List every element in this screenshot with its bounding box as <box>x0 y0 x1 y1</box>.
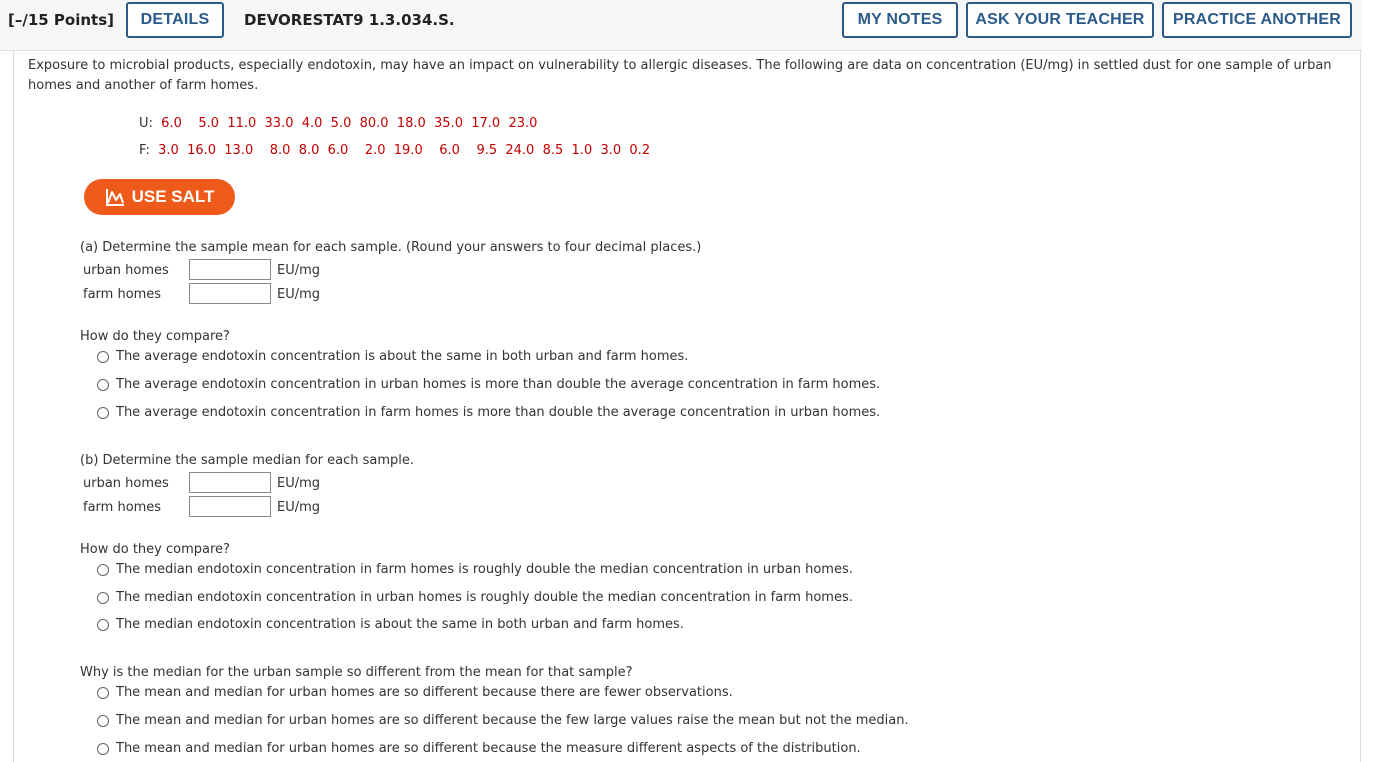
why-option-1[interactable] <box>97 685 733 700</box>
radio-button-icon[interactable] <box>97 715 109 727</box>
farm-data-values: 3.0 16.0 13.0 8.0 8.0 6.0 2.0 19.0 6.0 9.5 24.0 8.5 1.0 3.0 0.2 <box>158 143 651 158</box>
median-option-1[interactable] <box>97 562 853 577</box>
median-option-2[interactable] <box>97 590 853 605</box>
part-a-farm-label: farm homes <box>83 287 162 302</box>
my-notes-button[interactable]: MY NOTES <box>842 2 958 38</box>
ask-teacher-button[interactable]: ASK YOUR TEACHER <box>966 2 1154 38</box>
why-option-2-label: The mean and median for urban homes are so different because the few large values raise the mean but not the median. <box>116 713 909 728</box>
mean-option-1[interactable] <box>97 349 688 364</box>
part-b-question: (b) Determine the sample median for each sample. <box>80 453 415 468</box>
part-b-urban-unit: EU/mg <box>277 476 321 491</box>
why-option-1-label: The mean and median for urban homes are so different because there are fewer observations. <box>116 685 733 700</box>
part-b-compare-question: How do they compare? <box>80 542 230 557</box>
radio-button-icon[interactable] <box>97 743 109 755</box>
part-a-farm-unit: EU/mg <box>277 287 321 302</box>
part-a-urban-unit: EU/mg <box>277 263 321 278</box>
why-option-3-label: The mean and median for urban homes are so different because the measure different aspects of the distribution. <box>116 741 861 756</box>
radio-button-icon[interactable] <box>97 407 109 419</box>
radio-button-icon[interactable] <box>97 351 109 363</box>
why-option-3[interactable] <box>97 741 861 756</box>
urban-data-row <box>139 116 537 131</box>
part-b-farm-unit: EU/mg <box>277 500 321 515</box>
question-id: DEVORESTAT9 1.3.034.S. <box>244 11 455 29</box>
details-button[interactable]: DETAILS <box>126 2 224 38</box>
mean-option-2-label: The average endotoxin concentration in urban homes is more than double the average concentration in farm homes. <box>116 377 881 392</box>
radio-button-icon[interactable] <box>97 564 109 576</box>
farm-data-row <box>139 143 650 158</box>
mean-farm-input[interactable] <box>189 283 271 304</box>
farm-data-label: F: <box>139 143 150 158</box>
part-a-question: (a) Determine the sample mean for each sample. (Round your answers to four decimal places.) <box>80 240 702 255</box>
radio-button-icon[interactable] <box>97 687 109 699</box>
mean-option-2[interactable] <box>97 377 880 392</box>
median-option-3[interactable] <box>97 617 684 632</box>
radio-button-icon[interactable] <box>97 379 109 391</box>
mean-option-3-label: The average endotoxin concentration in farm homes is more than double the average concentration in urban homes. <box>116 405 881 420</box>
mean-urban-input[interactable] <box>189 259 271 280</box>
question-header <box>0 0 1362 51</box>
urban-data-values: 6.0 5.0 11.0 33.0 4.0 5.0 80.0 18.0 35.0 17.0 23.0 <box>161 116 538 131</box>
use-salt-label: USE SALT <box>131 187 215 206</box>
use-salt-button[interactable] <box>84 179 235 215</box>
median-option-2-label: The median endotoxin concentration in urban homes is roughly double the median concentration in farm homes. <box>116 590 853 605</box>
why-option-2[interactable] <box>97 713 909 728</box>
median-urban-input[interactable] <box>189 472 271 493</box>
median-option-1-label: The median endotoxin concentration in farm homes is roughly double the median concentration in urban homes. <box>116 562 853 577</box>
urban-data-label: U: <box>139 116 153 131</box>
part-b-farm-label: farm homes <box>83 500 162 515</box>
part-b-urban-label: urban homes <box>83 476 169 491</box>
points-label: [–/15 Points] <box>8 11 115 29</box>
radio-button-icon[interactable] <box>97 619 109 631</box>
radio-button-icon[interactable] <box>97 592 109 604</box>
question-intro: Exposure to microbial products, especially endotoxin, may have an impact on vulnerability to allergic diseases. The following are data on concentration (EU/mg) in settled dust for one sample of urban homes and another of farm homes. <box>28 58 1332 93</box>
part-a-compare-question: How do they compare? <box>80 329 230 344</box>
median-option-3-label: The median endotoxin concentration is about the same in both urban and farm homes. <box>116 617 684 632</box>
median-farm-input[interactable] <box>189 496 271 517</box>
mean-option-1-label: The average endotoxin concentration is about the same in both urban and farm homes. <box>116 349 689 364</box>
part-c-question: Why is the median for the urban sample so different from the mean for that sample? <box>80 665 633 680</box>
chart-line-icon <box>105 188 125 206</box>
mean-option-3[interactable] <box>97 405 880 420</box>
part-a-urban-label: urban homes <box>83 263 169 278</box>
practice-another-button[interactable]: PRACTICE ANOTHER <box>1162 2 1352 38</box>
